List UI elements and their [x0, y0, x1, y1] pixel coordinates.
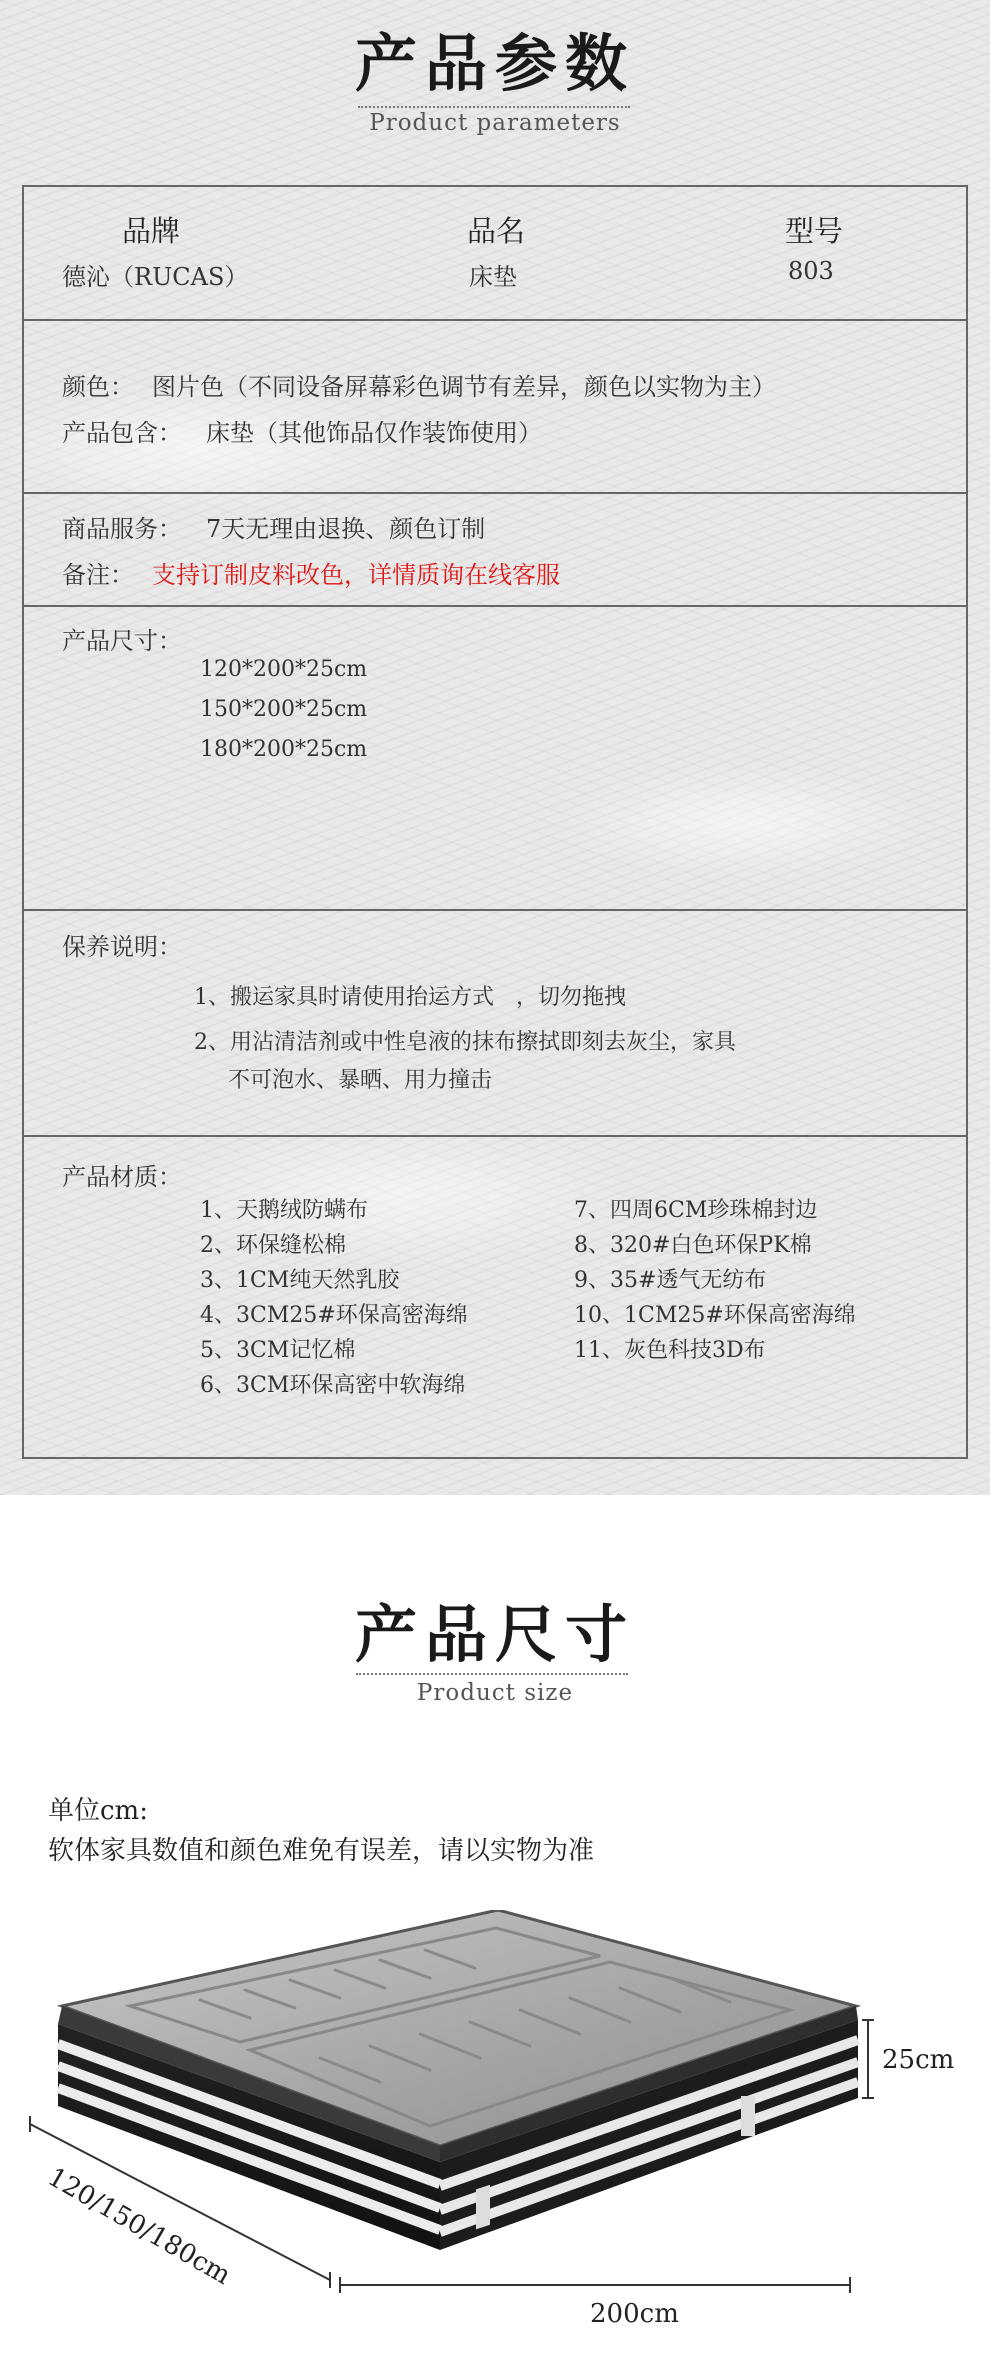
title-divider — [356, 1673, 628, 1675]
care-label: 保养说明： — [62, 933, 182, 961]
size-title: 产品尺寸 — [354, 1598, 635, 1671]
params-subtitle: Product parameters — [369, 110, 621, 136]
package-label: 产品包含： — [62, 419, 182, 447]
size-item: 120*200*25cm — [200, 657, 368, 682]
size-item: 180*200*25cm — [200, 737, 368, 762]
color-value: 图片色（不同设备屏幕彩色调节有差异，颜色以实物为主） — [152, 373, 776, 401]
material-item: 9、35#透气无纺布 — [574, 1268, 767, 1293]
length-dimension: 200cm — [590, 2299, 679, 2329]
material-item: 4、3CM25#环保高密海绵 — [200, 1303, 468, 1328]
size-item: 150*200*25cm — [200, 697, 368, 722]
width-dimension: 120/150/180cm — [42, 2162, 236, 2291]
mattress-illustration — [0, 1910, 990, 2370]
size-subtitle: Product size — [416, 1680, 574, 1706]
brand-value: 德沁（RUCAS） — [62, 263, 249, 291]
row-divider — [24, 492, 966, 494]
care-item: 不可泡水、暴晒、用力撞击 — [228, 1068, 493, 1093]
brand-header: 品牌 — [122, 214, 181, 248]
material-item: 7、四周6CM珍珠棉封边 — [574, 1198, 818, 1223]
material-item: 3、1CM纯天然乳胶 — [200, 1268, 400, 1293]
material-item: 8、320#白色环保PK棉 — [574, 1233, 812, 1258]
care-item: 1、搬运家具时请使用抬运方式 ，切勿拖拽 — [194, 985, 626, 1010]
material-item: 5、3CM记忆棉 — [200, 1338, 356, 1363]
model-value: 803 — [788, 257, 834, 285]
note-value: 支持订制皮料改色，详情质询在线客服 — [152, 561, 560, 589]
row-divider — [24, 909, 966, 911]
service-label: 商品服务： — [62, 515, 182, 543]
material-item: 1、天鹅绒防螨布 — [200, 1198, 368, 1223]
model-header: 型号 — [785, 214, 844, 248]
name-value: 床垫 — [469, 263, 517, 291]
package-value: 床垫（其他饰品仅作装饰使用） — [206, 419, 542, 447]
material-item: 10、1CM25#环保高密海绵 — [574, 1303, 856, 1328]
title-divider — [358, 106, 630, 108]
name-header: 品名 — [467, 214, 526, 248]
service-value: 7天无理由退换、颜色订制 — [206, 515, 486, 543]
height-dimension: 25cm — [882, 2045, 955, 2075]
material-item: 11、灰色科技3D布 — [574, 1338, 766, 1363]
material-item: 2、环保缝松棉 — [200, 1233, 346, 1258]
row-divider — [24, 319, 966, 321]
note-label: 备注： — [62, 561, 134, 589]
color-label: 颜色： — [62, 373, 134, 401]
care-item: 2、用沾清洁剂或中性皂液的抹布擦拭即刻去灰尘，家具 — [194, 1030, 736, 1055]
material-item: 6、3CM环保高密中软海绵 — [200, 1373, 466, 1398]
row-divider — [24, 1135, 966, 1137]
material-label: 产品材质： — [62, 1163, 182, 1191]
unit-note: 单位cm: — [48, 1796, 148, 1826]
params-table — [22, 185, 968, 1459]
size-label: 产品尺寸： — [62, 627, 182, 655]
row-divider — [24, 605, 966, 607]
params-title: 产品参数 — [354, 27, 635, 100]
disclaimer: 软体家具数值和颜色难免有误差，请以实物为准 — [48, 1836, 595, 1866]
